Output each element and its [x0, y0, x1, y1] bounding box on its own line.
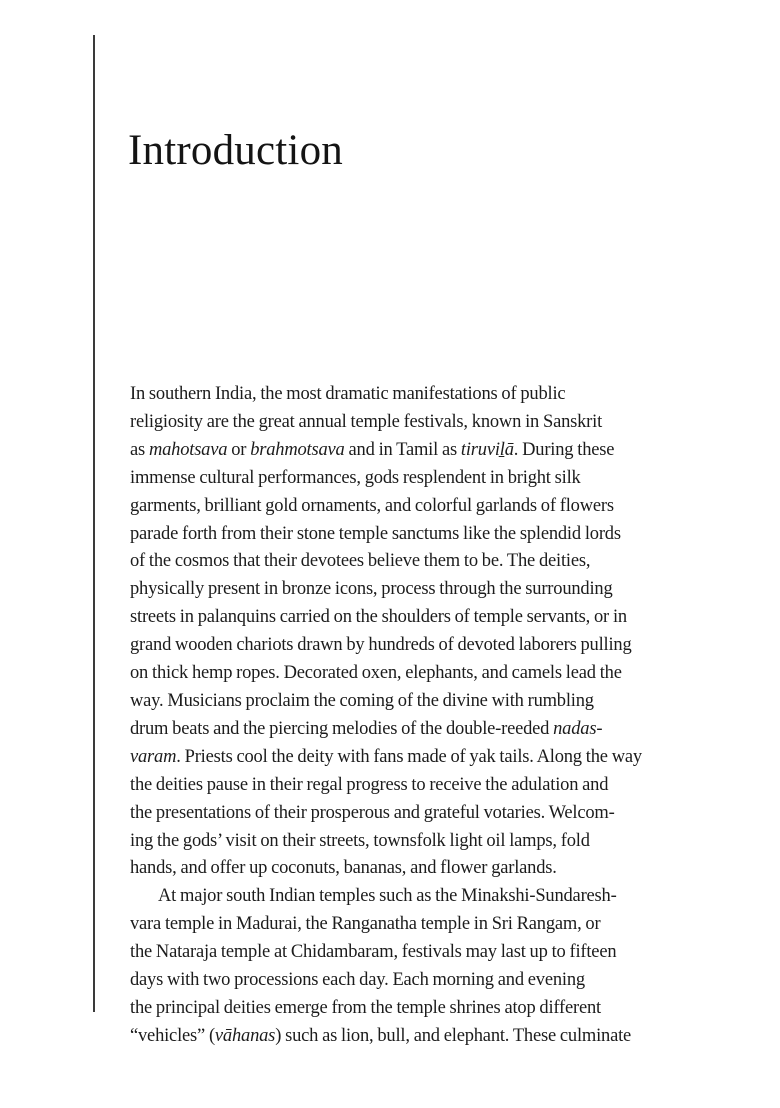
text-line: ing the gods’ visit on their streets, townsfolk light oil lamps, fold — [130, 830, 590, 851]
text-line: the deities pause in their regal progress to receive the adulation and — [130, 774, 609, 795]
text-line: on thick hemp ropes. Decorated oxen, elephants, and camels lead the — [130, 663, 622, 684]
text-line: days with two processions each day. Each morning and evening — [130, 970, 585, 991]
text-line: varam. Priests cool the deity with fans made of yak tails. Along the way — [130, 746, 642, 767]
text-line: “vehicles” (vāhanas) such as lion, bull, and elephant. These culminate — [130, 1025, 632, 1046]
text-line: hands, and offer up coconuts, bananas, and flower garlands. — [130, 858, 557, 879]
chapter-title: Introduction — [128, 127, 343, 174]
text-line: grand wooden chariots drawn by hundreds of devoted laborers pulling — [130, 635, 632, 656]
text-line: the Nataraja temple at Chidambaram, festivals may last up to fifteen — [130, 942, 617, 963]
text-line: physically present in bronze icons, process through the surrounding — [130, 579, 613, 600]
text-line: garments, brilliant gold ornaments, and colorful garlands of flowers — [130, 495, 614, 516]
text-line: the principal deities emerge from the temple shrines atop different — [130, 997, 601, 1018]
text-line: parade forth from their stone temple sanctums like the splendid lords — [130, 523, 621, 544]
text-line: religiosity are the great annual temple festivals, known in Sanskrit — [130, 411, 603, 432]
text-line: In southern India, the most dramatic manifestations of public — [130, 384, 566, 404]
text-line: immense cultural performances, gods resplendent in bright silk — [130, 467, 581, 488]
text-line: vara temple in Madurai, the Ranganatha temple in Sri Rangam, or — [130, 914, 601, 935]
text-line: the presentations of their prosperous and grateful votaries. Welcom- — [130, 802, 615, 823]
text-line: drum beats and the piercing melodies of the double-reeded nadas- — [130, 718, 603, 739]
body-text — [130, 381, 686, 1051]
text-line: of the cosmos that their devotees believe them to be. The deities, — [130, 551, 591, 572]
left-margin-rule — [93, 35, 95, 1012]
text-line: At major south Indian temples such as the Minakshi-Sundaresh- — [158, 886, 617, 907]
text-line: as mahotsava or brahmotsava and in Tamil as tiruviḻā. During these — [130, 439, 615, 460]
text-line: streets in palanquins carried on the shoulders of temple servants, or in — [130, 607, 627, 628]
text-line: way. Musicians proclaim the coming of the divine with rumbling — [130, 690, 594, 711]
